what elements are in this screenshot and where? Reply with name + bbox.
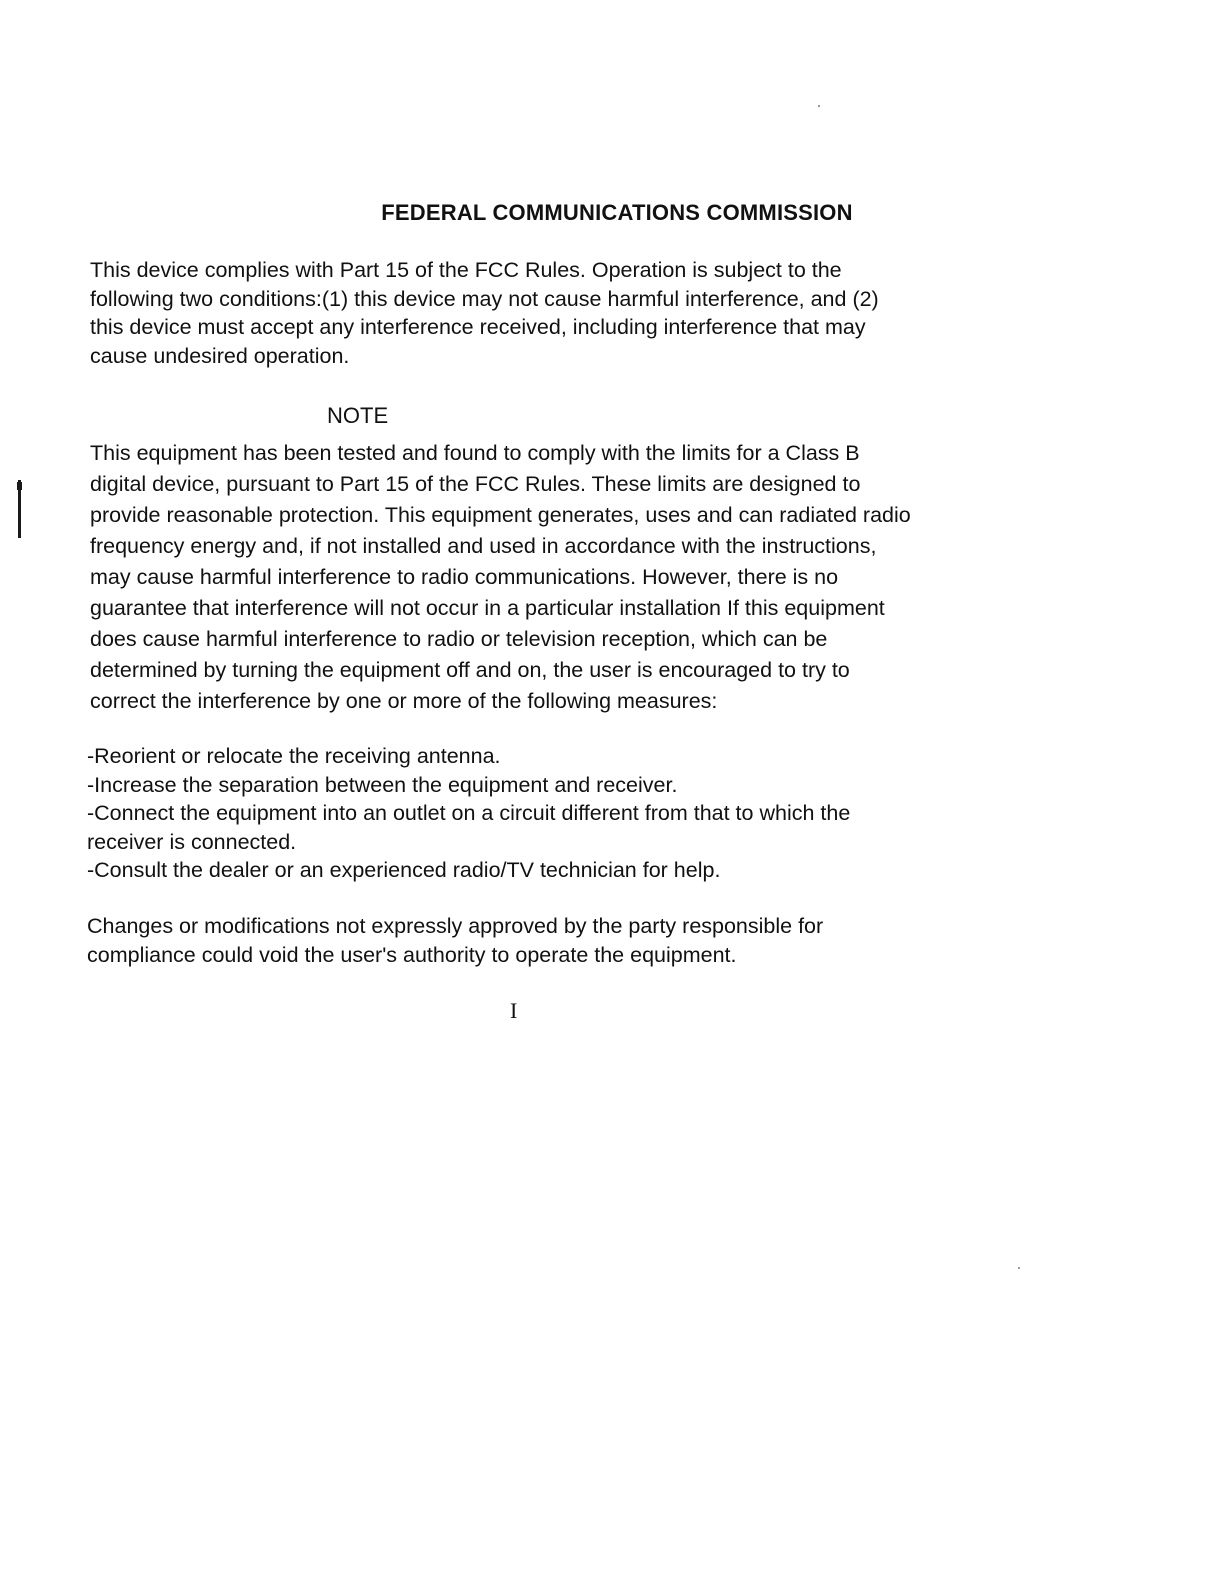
list-item: -Connect the equipment into an outlet on a circuit different from that to which the <box>87 801 851 825</box>
note-heading: NOTE <box>327 403 389 428</box>
scan-speck <box>1018 1267 1020 1269</box>
paragraph-line: cause undesired operation. <box>90 343 350 368</box>
list-item: -Increase the separation between the equipment and receiver. <box>87 772 678 797</box>
paragraph-line: frequency energy and, if not installed and used in accordance with the instructions, <box>90 534 877 558</box>
paragraph-line: compliance could void the user's authority to operate the equipment. <box>87 942 737 967</box>
paragraph-line: provide reasonable protection. This equipment generates, uses and can radiated radio <box>90 503 911 527</box>
paragraph-line: correct the interference by one or more of the following measures: <box>90 689 718 713</box>
list-item: receiver is connected. <box>87 829 297 854</box>
list-item: -Consult the dealer or an experienced radio/TV technician for help. <box>87 858 721 882</box>
paragraph-line: this device must accept any interference received, including interference that may <box>90 315 866 339</box>
list-item: -Reorient or relocate the receiving antenna. <box>87 744 501 768</box>
paragraph-line: determined by turning the equipment off and on, the user is encouraged to try to <box>90 658 850 682</box>
paragraph-line: This device complies with Part 15 of the FCC Rules. Operation is subject to the <box>90 258 842 282</box>
compliance-paragraph <box>90 256 1050 370</box>
paragraph-line: may cause harmful interference to radio communications. However, there is no <box>90 565 839 589</box>
measures-list <box>87 742 1047 885</box>
page-title: FEDERAL COMMUNICATIONS COMMISSION <box>381 200 853 225</box>
page-number: I <box>510 998 518 1023</box>
note-paragraph <box>90 438 1050 717</box>
paragraph-line: digital device, pursuant to Part 15 of the FCC Rules. These limits are designed to <box>90 472 861 496</box>
paragraph-line: Changes or modifications not expressly approved by the party responsible for <box>87 914 824 938</box>
modifications-paragraph <box>87 912 1047 969</box>
scan-mark <box>17 482 22 490</box>
paragraph-line: guarantee that interference will not occur in a particular installation If this equipment <box>90 596 885 620</box>
scan-speck <box>818 105 820 107</box>
paragraph-line: does cause harmful interference to radio or television reception, which can be <box>90 627 828 651</box>
paragraph-line: This equipment has been tested and found to comply with the limits for a Class B <box>90 441 860 465</box>
paragraph-line: following two conditions:(1) this device may not cause harmful interference, and (2) <box>90 286 879 311</box>
